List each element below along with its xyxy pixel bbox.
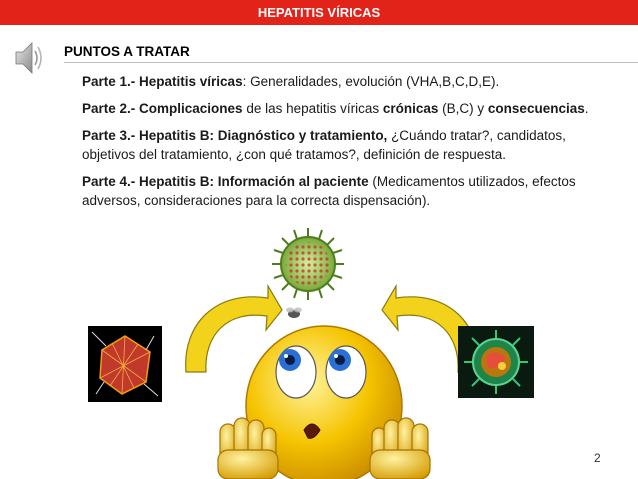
topic-segment: Parte 4.- Hepatitis B: Información al paciente: [82, 174, 369, 189]
topic-part-2: [82, 99, 622, 118]
topic-part-1: [82, 72, 622, 91]
topic-part-3: [82, 126, 622, 164]
topic-part-4: [82, 172, 622, 210]
heading-divider: [64, 62, 638, 63]
topic-segment: crónicas: [382, 101, 439, 116]
title-bar: [0, 0, 638, 25]
topic-segment: : Generalidades, evolución (VHA,B,C,D,E).: [242, 74, 500, 89]
topic-segment: (B,C) y: [438, 101, 488, 116]
topic-segment: Parte 1.- Hepatitis víricas: [82, 74, 243, 89]
topic-segment: ¿Cuándo tratar?, candidatos, objetivos del tratamiento, ¿con qué tratamos?, definición de respuesta.: [82, 128, 566, 162]
topic-segment: Parte 2.- Complicaciones: [82, 101, 243, 116]
virus-cross-section-icon: [458, 326, 534, 398]
speaker-icon[interactable]: [14, 40, 44, 76]
topic-segment: consecuencias: [487, 101, 585, 116]
worried-smiley-icon: [214, 306, 434, 479]
topic-list: [82, 72, 622, 218]
section-heading: PUNTOS A TRATAR: [64, 44, 190, 59]
topic-segment: de las hepatitis víricas: [242, 101, 383, 116]
page-title: HEPATITIS VÍRICAS: [257, 5, 381, 20]
topic-segment: (Medicamentos utilizados, efectos adversos, consideraciones para la correcta dispensación).: [82, 174, 576, 208]
page-number: 2: [594, 451, 601, 465]
topic-segment: .: [584, 101, 589, 116]
topic-segment: Parte 3.- Hepatitis B: Diagnóstico y tratamiento,: [82, 128, 388, 143]
virus-structure-icon: [88, 326, 162, 402]
